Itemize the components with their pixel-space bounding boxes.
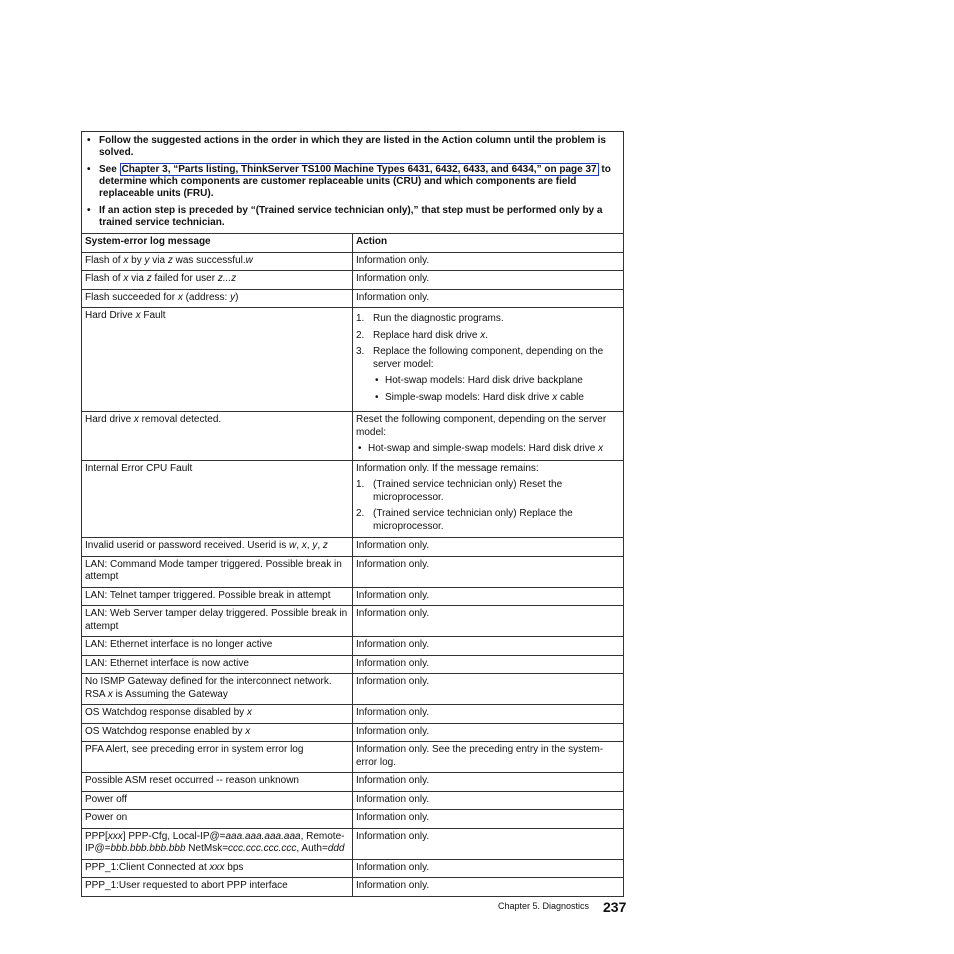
action-cell: Information only. [353, 606, 624, 637]
action-cell: Information only. See the preceding entry in the system-error log. [353, 742, 624, 773]
msg-text: Flash of [85, 273, 124, 284]
sub-text: Hot-swap and simple-swap models: Hard disk drive [368, 443, 599, 454]
action-cell [353, 308, 624, 412]
message-cell: Power on [82, 810, 353, 829]
action-cell: Information only. [353, 556, 624, 587]
msg-text: , [317, 540, 323, 551]
bullet: • [87, 205, 91, 216]
table-row [82, 655, 624, 674]
action-cell [353, 460, 624, 538]
msg-var: x [123, 273, 129, 284]
msg-var: z [167, 254, 173, 266]
sub-var: x [552, 391, 558, 403]
table-header-row [82, 234, 624, 253]
message-cell: LAN: Ethernet interface is now active [82, 655, 353, 674]
table-row [82, 773, 624, 792]
msg-var: bbb.bbb.bbb.bbb [110, 843, 186, 854]
bullet: • [87, 164, 91, 175]
notes-cell [82, 132, 624, 234]
message-cell: PFA Alert, see preceding error in system error log [82, 742, 353, 773]
action-cell: Information only. [353, 289, 624, 308]
msg-text: OS Watchdog response enabled by [85, 725, 246, 737]
message-cell: Power off [82, 791, 353, 810]
message-column-header: System-error log message [82, 234, 353, 253]
msg-var: xxx [107, 830, 123, 842]
msg-var: x [246, 707, 252, 718]
bullet: • [87, 135, 91, 146]
msg-var: z [322, 540, 328, 551]
note-item [85, 205, 620, 229]
action-text: Information only. If the message remains: [356, 462, 539, 474]
bullet: • [358, 443, 362, 454]
msg-text: by [128, 254, 145, 266]
sub-list [373, 375, 620, 404]
note-item [85, 164, 620, 200]
msg-text: Invalid userid or password received. Userid is [85, 540, 289, 551]
msg-var: x [107, 688, 113, 700]
action-step [356, 508, 620, 533]
message-cell [82, 308, 353, 412]
message-cell [82, 289, 353, 308]
table-row [82, 637, 624, 656]
msg-text: , [306, 540, 313, 551]
msg-text: removal detected. [138, 414, 222, 425]
msg-text: NetMsk= [185, 843, 229, 854]
msg-var: y [230, 291, 236, 303]
message-cell [82, 252, 353, 271]
action-cell: Information only. [353, 637, 624, 656]
table-row [82, 606, 624, 637]
msg-text: Fault [140, 310, 166, 321]
sub-list [356, 443, 620, 456]
table-row [82, 308, 624, 412]
msg-text: failed for user [151, 273, 218, 284]
msg-text: Hard drive [85, 414, 134, 425]
sub-text: Hot-swap models: Hard disk drive backplane [385, 375, 583, 386]
message-cell [82, 828, 353, 859]
action-cell: Information only. [353, 252, 624, 271]
message-cell: LAN: Ethernet interface is no longer active [82, 637, 353, 656]
msg-var: aaa.aaa.aaa.aaa [225, 830, 301, 842]
action-cell: Information only. [353, 674, 624, 705]
msg-text: No ISMP Gateway defined for the interconnect network. RSA [85, 676, 332, 700]
msg-text: Hard Drive [85, 310, 136, 321]
action-step [356, 479, 620, 504]
msg-var: x [301, 540, 307, 551]
step-text: Replace the following component, depending on the server model: [373, 346, 604, 370]
msg-var: xxx [209, 861, 225, 873]
message-cell [82, 674, 353, 705]
action-cell [353, 412, 624, 461]
msg-var: ccc.ccc.ccc.ccc [228, 843, 297, 854]
notes-row [82, 132, 624, 234]
table-row [82, 538, 624, 557]
msg-text: bps [224, 861, 244, 873]
action-step [356, 330, 620, 343]
msg-var: x [133, 414, 139, 425]
step-number: 2. [356, 329, 365, 341]
msg-text: , [296, 540, 302, 551]
msg-text: Flash of [85, 254, 124, 266]
msg-text: , Auth= [296, 843, 328, 854]
step-number: 1. [356, 313, 365, 324]
sub-text: Simple-swap models: Hard disk drive [385, 391, 553, 403]
table-row [82, 587, 624, 606]
message-cell: Internal Error CPU Fault [82, 460, 353, 538]
action-step [356, 313, 620, 326]
action-cell: Information only. [353, 271, 624, 290]
action-cell: Information only. [353, 723, 624, 742]
msg-text: was successful. [172, 254, 246, 266]
msg-var: ddd [327, 843, 345, 854]
action-cell: Information only. [353, 538, 624, 557]
table-row [82, 810, 624, 829]
footer-chapter: Chapter 5. Diagnostics [498, 901, 590, 911]
msg-var: x [177, 291, 183, 303]
step-text: Replace hard disk drive [373, 329, 481, 341]
msg-text: PPP_1:Client Connected at [85, 861, 210, 873]
step-var: x [480, 329, 486, 341]
msg-var: w [245, 254, 253, 266]
note-item [85, 135, 620, 159]
step-text: (Trained service technician only) Replace the microprocessor. [373, 508, 573, 532]
msg-text: Flash succeeded for [85, 291, 178, 303]
table-row [82, 252, 624, 271]
message-cell [82, 271, 353, 290]
table-row [82, 878, 624, 897]
action-cell: Information only. [353, 773, 624, 792]
sub-var: x [598, 443, 604, 454]
msg-text: is Assuming the Gateway [112, 688, 228, 700]
msg-var: x [245, 725, 251, 737]
message-cell: Possible ASM reset occurred -- reason unknown [82, 773, 353, 792]
msg-text: , Remote-IP@= [85, 830, 345, 854]
action-cell: Information only. [353, 828, 624, 859]
message-cell [82, 412, 353, 461]
table-row [82, 723, 624, 742]
msg-var: y [144, 254, 150, 266]
step-number: 3. [356, 346, 365, 357]
msg-var: z...z [217, 273, 237, 284]
step-text: (Trained service technician only) Reset the microprocessor. [373, 479, 563, 503]
action-text: Reset the following component, depending on the server model: [356, 414, 607, 438]
note-text: If an action step is preceded by “(Trained service technician only),” that step must be performed only by a trained service technician. [99, 205, 603, 228]
msg-text: ) [235, 291, 239, 303]
table-row [82, 859, 624, 878]
action-cell: Information only. [353, 791, 624, 810]
table-row [82, 705, 624, 724]
msg-var: x [135, 310, 141, 321]
action-cell: Information only. [353, 655, 624, 674]
action-steps [356, 313, 620, 404]
sub-text: cable [557, 391, 584, 403]
message-cell [82, 705, 353, 724]
table-row [82, 271, 624, 290]
table-row [82, 556, 624, 587]
step-number: 1. [356, 479, 365, 490]
action-cell: Information only. [353, 859, 624, 878]
msg-text: via [128, 273, 147, 284]
action-steps [356, 479, 620, 533]
action-cell: Information only. [353, 705, 624, 724]
note-text: See [99, 164, 120, 175]
message-cell: LAN: Command Mode tamper triggered. Possible break in attempt [82, 556, 353, 587]
sub-item [373, 375, 620, 388]
note-text: Follow the suggested actions in the order in which they are listed in the Action column until the problem is solved. [99, 135, 606, 158]
table-row [82, 674, 624, 705]
message-cell: LAN: Telnet tamper triggered. Possible break in attempt [82, 587, 353, 606]
table-row [82, 289, 624, 308]
msg-var: x [123, 254, 129, 266]
table-row [82, 742, 624, 773]
msg-text: via [149, 254, 168, 266]
step-text: . [485, 329, 489, 341]
action-cell: Information only. [353, 810, 624, 829]
msg-text: PPP[ [85, 830, 108, 842]
table-row [82, 412, 624, 461]
action-cell: Information only. [353, 587, 624, 606]
msg-text: (address: [182, 291, 231, 303]
bullet: • [375, 391, 379, 403]
msg-var: z [146, 273, 152, 284]
bullet: • [375, 375, 379, 386]
message-cell: PPP_1:User requested to abort PPP interface [82, 878, 353, 897]
table-row [82, 828, 624, 859]
action-step [356, 346, 620, 404]
table-row [82, 460, 624, 538]
sub-item [356, 443, 620, 456]
step-number: 2. [356, 508, 365, 519]
msg-var: y [312, 540, 318, 551]
chapter-3-link[interactable]: Chapter 3, “Parts listing, ThinkServer TS100 Machine Types 6431, 6432, 6433, and 6434,” on page 37 [121, 164, 597, 175]
msg-var: w [288, 540, 297, 551]
msg-text: ] PPP-Cfg, Local-IP@= [122, 830, 226, 842]
message-cell [82, 859, 353, 878]
page-number: 237 [603, 899, 627, 915]
msg-text: OS Watchdog response disabled by [85, 707, 247, 718]
message-cell [82, 723, 353, 742]
message-cell [82, 538, 353, 557]
note-text: to determine which components are customer replaceable units (CRU) and which components are field replaceable units (FRU). [99, 164, 611, 199]
step-text: Run the diagnostic programs. [373, 313, 504, 324]
action-column-header: Action [353, 234, 624, 253]
error-log-table [81, 131, 624, 897]
sub-item [373, 392, 620, 405]
action-cell: Information only. [353, 878, 624, 897]
table-row [82, 791, 624, 810]
message-cell: LAN: Web Server tamper delay triggered. Possible break in attempt [82, 606, 353, 637]
